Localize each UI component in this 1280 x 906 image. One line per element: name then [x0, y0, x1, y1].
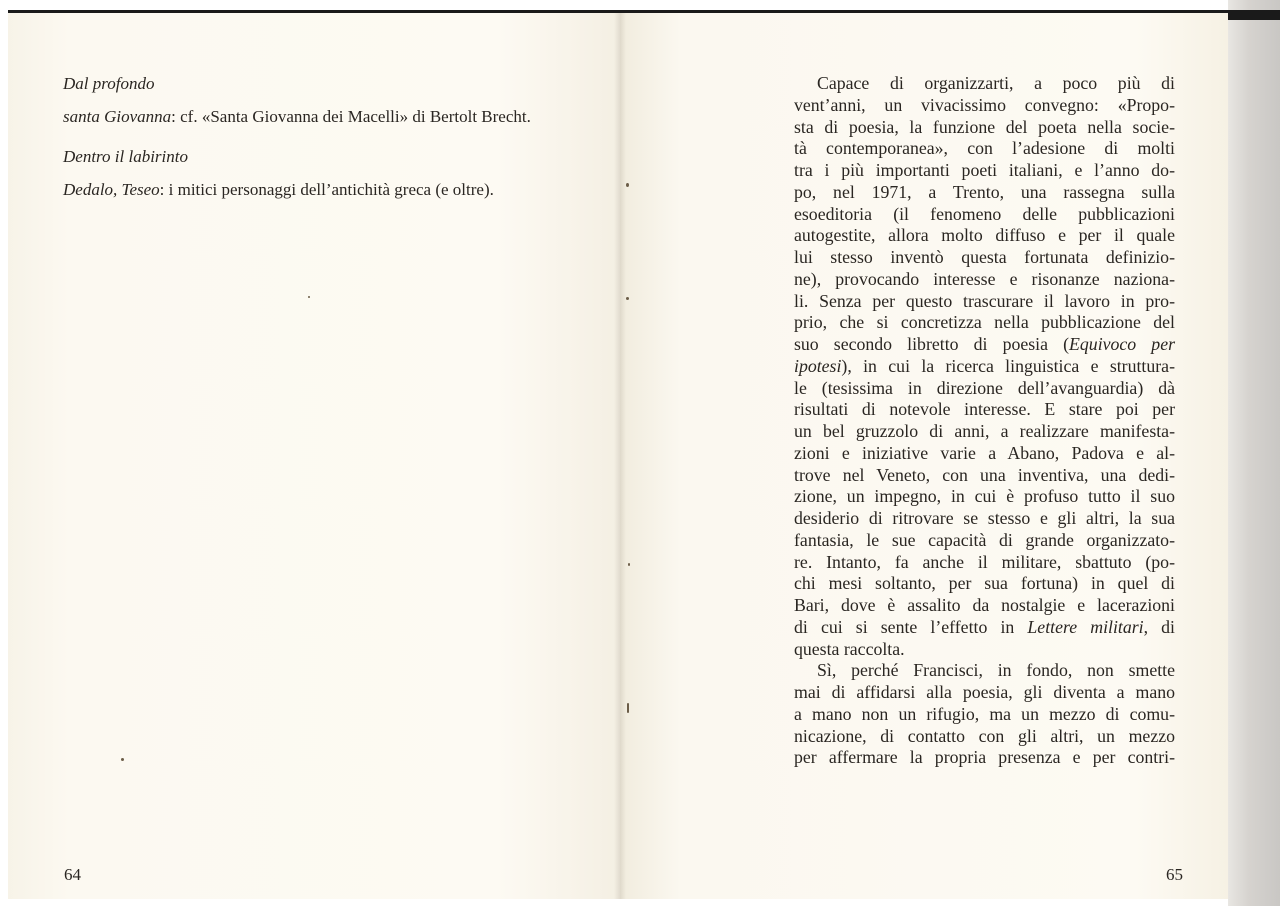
- text-line: mai di affidarsi alla poesia, gli diventa a mano: [794, 682, 1175, 702]
- text-line: li. Senza per questo trascurare il lavoro in pro-: [794, 290, 1175, 311]
- text-segment: , di: [1143, 616, 1176, 637]
- text-line: po, nel 1971, a Trento, una rassegna sulla: [794, 181, 1175, 202]
- left-page: [8, 13, 620, 899]
- text-line: tà contemporanea», con l’adesione di molti: [794, 138, 1175, 159]
- text-line: Bari, dove è assalito da nostalgie e lacerazioni: [794, 595, 1175, 615]
- notes-section: [63, 73, 563, 219]
- page-number-left: 64: [64, 865, 81, 884]
- text-line: fantasia, le sue capacità di grande organizzato-: [794, 529, 1175, 550]
- body-text: [794, 73, 1175, 769]
- text-line: esoeditoria (il fenomeno delle pubblicazioni: [794, 203, 1175, 224]
- scanner-edge: [1228, 0, 1280, 906]
- page-number-right: 65: [1166, 865, 1183, 884]
- text-line: trove nel Veneto, con una inventiva, una dedi-: [794, 464, 1175, 485]
- text-segment: suo secondo libretto di poesia (: [794, 334, 1070, 354]
- text-line: [794, 334, 1175, 356]
- speck: [626, 297, 629, 300]
- book-title: Lettere militari: [1027, 616, 1144, 637]
- text-line: per affermare la propria presenza e per contri-: [794, 747, 1175, 768]
- speck: [308, 296, 310, 298]
- text-line: re. Intanto, fa anche il militare, sbattuto (po-: [794, 551, 1175, 572]
- text-line: zione, un impegno, in cui è profuso tutto il suo: [794, 486, 1175, 507]
- text-segment: ), in cui la ricerca linguistica e struttura-: [841, 355, 1175, 376]
- book-title: ipotesi: [794, 355, 842, 376]
- text-line: Sì, perché Francisci, in fondo, non smette: [817, 660, 1175, 681]
- text-line: [794, 617, 1175, 639]
- text-line: questa raccolta.: [794, 638, 905, 659]
- speck: [628, 563, 630, 566]
- text-line: sta di poesia, la funzione del poeta nella socie-: [794, 116, 1175, 137]
- text-line: risultati di notevole interesse. E stare poi per: [794, 399, 1175, 420]
- text-line: desiderio di ritrovare se stesso e gli altri, la sua: [794, 508, 1175, 528]
- text-line: vent’anni, un vivacissimo convegno: «Propo-: [794, 94, 1175, 115]
- note-heading: Dentro il labirinto: [63, 147, 188, 166]
- text-line: prio, che si concretizza nella pubblicazione del: [794, 312, 1175, 333]
- text-line: le (tesissima in direzione dell’avanguardia) dà: [794, 377, 1175, 398]
- book-title: Equivoco per: [1069, 334, 1176, 354]
- text-line: un bel gruzzolo di anni, a realizzare manifesta-: [794, 421, 1175, 441]
- note-text: : i mitici personaggi dell’antichità greca (e oltre).: [159, 180, 494, 199]
- note-heading: Dal profondo: [63, 74, 155, 93]
- book-gutter: [614, 13, 626, 899]
- text-line: tra i più importanti poeti italiani, e l’anno do-: [794, 160, 1175, 180]
- text-line: ne), provocando interesse e risonanze naziona-: [794, 268, 1175, 289]
- text-segment: di cui si sente l’effetto in: [794, 616, 1028, 637]
- speck: [121, 758, 124, 761]
- note-term: Dedalo, Teseo: [63, 180, 160, 199]
- note-text: : cf. «Santa Giovanna dei Macelli» di Bertolt Brecht.: [171, 107, 531, 126]
- text-line: lui stesso inventò questa fortunata definizio-: [794, 247, 1175, 267]
- text-line: autogestite, allora molto diffuso e per il quale: [794, 225, 1175, 246]
- speck: [626, 183, 629, 187]
- note-term: santa Giovanna: [63, 107, 172, 126]
- text-line: Capace di organizzarti, a poco più di: [817, 73, 1175, 93]
- text-line: chi mesi soltanto, per sua fortuna) in quel di: [794, 573, 1175, 594]
- speck: [627, 703, 629, 713]
- text-line: nicazione, di contatto con gli altri, un mezzo: [794, 725, 1175, 746]
- note-entry: [63, 106, 563, 128]
- text-line: a mano non un rifugio, ma un mezzo di comu-: [794, 703, 1175, 724]
- text-line: zioni e iniziative varie a Abano, Padova e al-: [794, 442, 1175, 463]
- text-line: [794, 356, 1175, 378]
- note-entry: [63, 179, 563, 201]
